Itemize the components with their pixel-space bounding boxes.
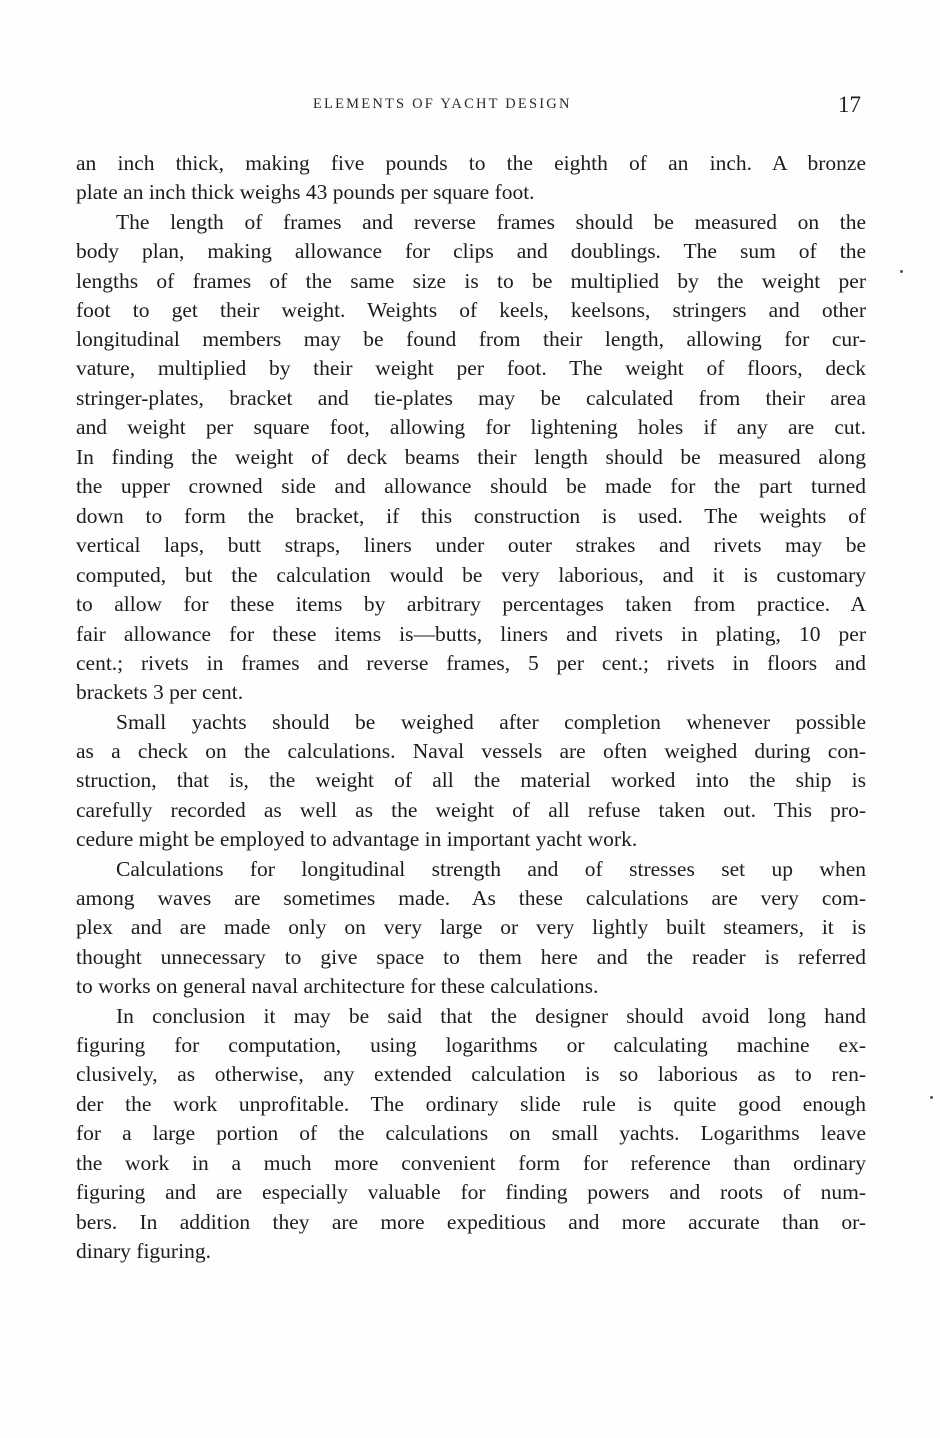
text-line: to works on general naval architecture for these calculations. <box>76 974 599 998</box>
text-line: figuring for computation, using logarithms or calculating machine ex- <box>76 1033 866 1057</box>
text-line: In finding the weight of deck beams their length should be measured along <box>76 445 866 469</box>
text-line: der the work unprofitable. The ordinary slide rule is quite good enough <box>76 1092 866 1116</box>
text-line: bers. In addition they are more expeditious and more accurate than or- <box>76 1210 866 1234</box>
text-line: cent.; rivets in frames and reverse frames, 5 per cent.; rivets in floors and <box>76 651 866 675</box>
text-line: body plan, making allowance for clips and doublings. The sum of the <box>76 239 866 263</box>
text-line: longitudinal members may be found from their length, allowing for cur- <box>76 327 866 351</box>
text-line: fair allowance for these items is—butts, liners and rivets in plating, 10 per <box>76 622 866 646</box>
text-line: as a check on the calculations. Naval vessels are often weighed during con- <box>76 739 866 763</box>
text-line: lengths of frames of the same size is to be multiplied by the weight per <box>76 269 866 293</box>
text-line: among waves are sometimes made. As these calculations are very com- <box>76 886 866 910</box>
text-line: cedure might be employed to advantage in important yacht work. <box>76 827 638 851</box>
text-line: plate an inch thick weighs 43 pounds per square foot. <box>76 180 535 204</box>
text-line: an inch thick, making five pounds to the eighth of an inch. A bronze <box>76 151 866 175</box>
text-line: the upper crowned side and allowance should be made for the part turned <box>76 474 866 498</box>
text-line: the work in a much more convenient form for reference than ordinary <box>76 1151 866 1175</box>
text-line: carefully recorded as well as the weight of all refuse taken out. This pro- <box>76 798 866 822</box>
text-line: computed, but the calculation would be very laborious, and it is customary <box>76 563 866 587</box>
paragraph-start-line: Calculations for longitudinal strength and of stresses set up when <box>116 857 866 881</box>
text-line: for a large portion of the calculations on small yachts. Logarithms leave <box>76 1121 866 1145</box>
text-line: foot to get their weight. Weights of keels, keelsons, stringers and other <box>76 298 866 322</box>
text-line: struction, that is, the weight of all the material worked into the ship is <box>76 768 866 792</box>
text-line: clusively, as otherwise, any extended calculation is so laborious as to ren- <box>76 1062 866 1086</box>
text-line: plex and are made only on very large or very lightly built steamers, it is <box>76 915 866 939</box>
text-line: to allow for these items by arbitrary percentages taken from practice. A <box>76 592 866 616</box>
paragraph-start-line: The length of frames and reverse frames should be measured on the <box>116 210 866 234</box>
text-line: figuring and are especially valuable for finding powers and roots of num- <box>76 1180 866 1204</box>
paragraph-start-line: In conclusion it may be said that the designer should avoid long hand <box>116 1004 866 1028</box>
text-line: dinary figuring. <box>76 1239 211 1263</box>
text-line: vature, multiplied by their weight per foot. The weight of floors, deck <box>76 356 866 380</box>
scan-speck <box>930 1096 933 1099</box>
text-line: thought unnecessary to give space to them here and the reader is referred <box>76 945 866 969</box>
text-line: down to form the bracket, if this construction is used. The weights of <box>76 504 866 528</box>
scan-speck <box>900 270 903 273</box>
paragraph-start-line: Small yachts should be weighed after completion whenever possible <box>116 710 866 734</box>
page-number: 17 <box>838 92 861 117</box>
text-line: stringer-plates, bracket and tie-plates may be calculated from their area <box>76 386 866 410</box>
running-title: ELEMENTS OF YACHT DESIGN <box>313 96 572 112</box>
text-line: and weight per square foot, allowing for lightening holes if any are cut. <box>76 415 866 439</box>
text-line: vertical laps, butt straps, liners under outer strakes and rivets may be <box>76 533 866 557</box>
text-line: brackets 3 per cent. <box>76 680 244 704</box>
